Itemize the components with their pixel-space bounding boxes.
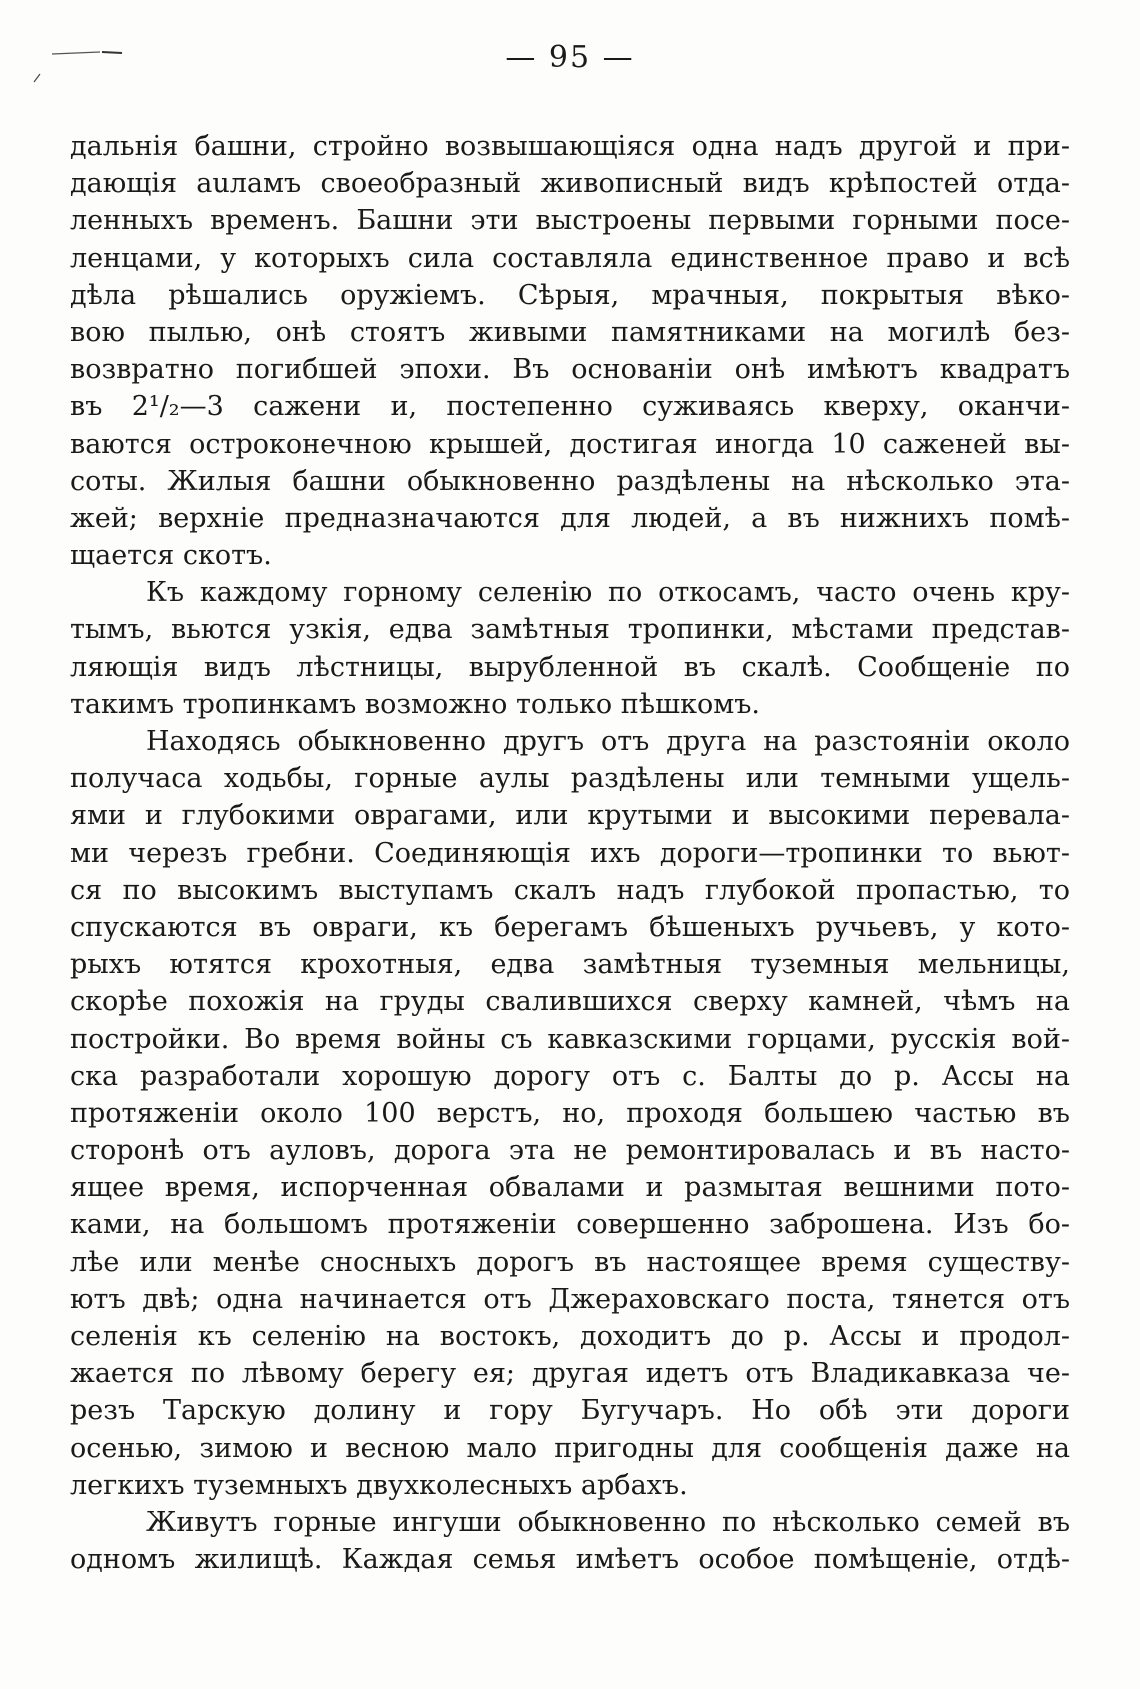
text-line: Находясь обыкновенно другъ отъ друга на разстояніи около: [146, 726, 1070, 757]
text-line: спускаются въ овраги, къ берегамъ бѣшеныхъ ручьевъ, у кото-: [70, 911, 1070, 943]
page-number: — 95 —: [505, 40, 635, 75]
text-line: ляющія видъ лѣстницы, вырубленной въ скалѣ. Сообщеніе по: [70, 651, 1070, 683]
text-line: сторонѣ отъ ауловъ, дорога эта не ремонтировалась и въ насто-: [70, 1135, 1070, 1167]
text-line: постройки. Во время войны съ кавказскими горцами, русскія вой-: [70, 1023, 1070, 1055]
text-line: дальнія башни, стройно возвышающіяся одна надъ другой и при-: [70, 131, 1070, 162]
text-line: вою пылью, онѣ стоятъ живыми памятниками на могилѣ без-: [70, 316, 1070, 348]
paragraph-2: [70, 574, 1070, 723]
text-line: ска разработали хорошую дорогу отъ с. Балты до р. Ассы на: [70, 1060, 1070, 1092]
text-line: ями и глубокими оврагами, или крутыми и высокими перевала-: [70, 800, 1070, 832]
text-line: жается по лѣвому берегу ея; другая идетъ отъ Владикавказа че-: [70, 1358, 1070, 1390]
paragraph-3: [70, 723, 1070, 1504]
text-line: ленцами, у которыхъ сила составляла единственное право и всѣ: [70, 242, 1070, 274]
text-line: ленныхъ временъ. Башни эти выстроены первыми горными посе-: [70, 205, 1070, 237]
paragraph-4: [70, 1504, 1070, 1578]
text-line: тымъ, вьются узкія, едва замѣтныя тропинки, мѣстами представ-: [70, 614, 1070, 646]
text-line: дѣла рѣшались оружіемъ. Сѣрыя, мрачныя, покрытыя вѣко-: [70, 279, 1070, 311]
text-line: ютъ двѣ; одна начинается отъ Джераховскаго поста, тянется отъ: [70, 1283, 1070, 1315]
text-line: ваются остроконечною крышей, достигая иногда 10 саженей вы-: [70, 428, 1070, 460]
text-line: Къ каждому горному селенію по откосамъ, часто очень кру-: [146, 577, 1070, 609]
text-line: въ 2¹/₂—3 сажени и, постепенно суживаясь кверху, оканчи-: [70, 391, 1070, 423]
text-line: селенія къ селенію на востокъ, доходитъ до р. Ассы и продол-: [70, 1321, 1070, 1352]
text-line: резъ Тарскую долину и гору Бугучаръ. Но обѣ эти дороги: [70, 1395, 1070, 1427]
text-line: скорѣе похожія на груды свалившихся сверху камней, чѣмъ на: [70, 986, 1070, 1018]
text-line: ящее время, испорченная обвалами и размытая вешними пото-: [70, 1172, 1070, 1204]
text-line: возвратно погибшей эпохи. Въ основаніи онѣ имѣютъ квадратъ: [70, 354, 1070, 386]
text-line: осенью, зимою и весною мало пригодны для сообщенія даже на: [70, 1432, 1070, 1464]
text-line: лѣе или менѣе сносныхъ дорогъ въ настоящее время существу-: [70, 1246, 1070, 1278]
text-line: одномъ жилищѣ. Каждая семья имѣетъ особое помѣщеніе, отдѣ-: [70, 1544, 1070, 1576]
text-line: ми черезъ гребни. Соединяющія ихъ дороги—тропинки то вьют-: [70, 837, 1070, 869]
text-line: жей; верхніе предназначаются для людей, а въ нижнихъ помѣ-: [70, 502, 1070, 534]
text-line: легкихъ туземныхъ двухколесныхъ арбахъ.: [70, 1469, 688, 1501]
text-line: Живутъ горные ингуши обыкновенно по нѣсколько семей въ: [146, 1506, 1070, 1538]
text-line: ками, на большомъ протяженіи совершенно заброшена. Изъ бо-: [70, 1209, 1070, 1241]
text-line: щается скотъ.: [70, 540, 272, 572]
text-line: ся по высокимъ выступамъ скалъ надъ глубокой пропастью, то: [70, 874, 1070, 906]
text-line: соты. Жилыя башни обыкновенно раздѣлены на нѣсколько эта-: [70, 465, 1070, 497]
text-line: получаса ходьбы, горные аулы раздѣлены или темными ущель-: [70, 763, 1070, 795]
text-line: рыхъ ютятся крохотныя, едва замѣтныя туземныя мельницы,: [70, 949, 1070, 981]
body-text: [70, 128, 1070, 1578]
text-line: такимъ тропинкамъ возможно только пѣшкомъ.: [70, 688, 761, 720]
paragraph-1: [70, 128, 1070, 574]
text-line: протяженіи около 100 верстъ, но, проходя большею частью въ: [70, 1097, 1070, 1129]
text-line: дающія auламъ своеобразный живописный видъ крѣпостей отда-: [70, 168, 1070, 200]
